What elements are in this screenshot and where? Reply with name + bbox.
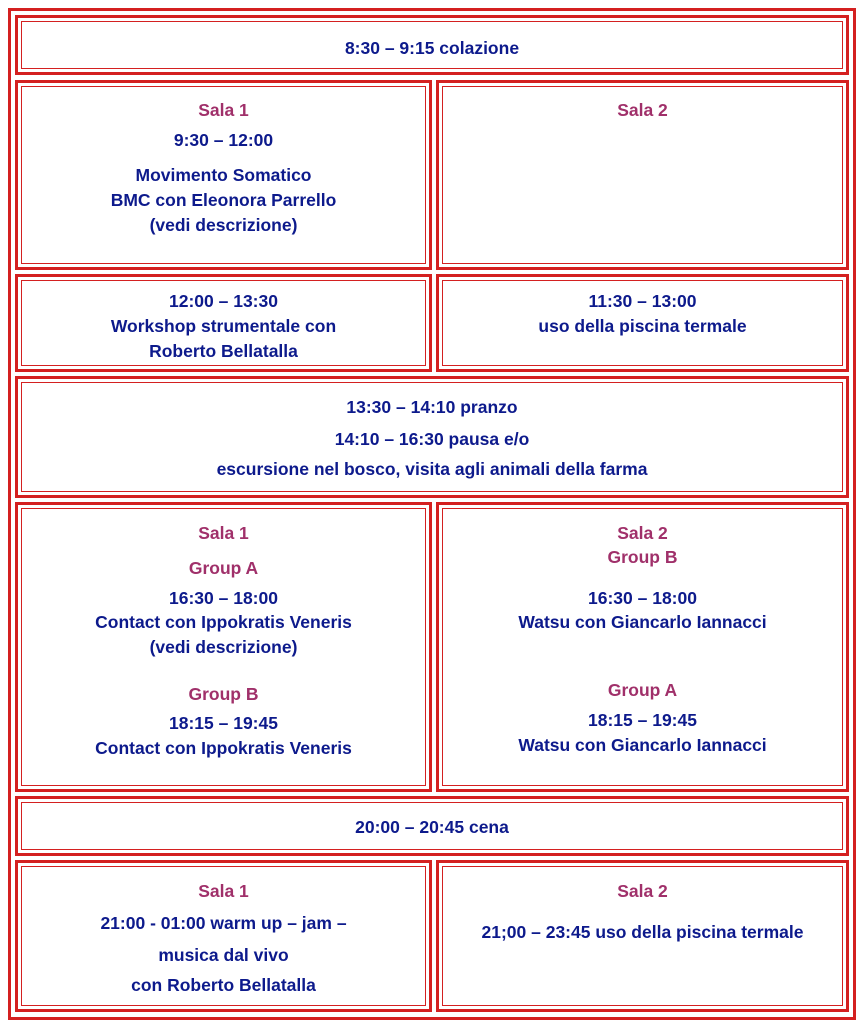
session-title: uso della piscina termale [538,316,747,336]
session-time: 16:30 – 18:00 [588,588,697,608]
session-note: (vedi descrizione) [149,215,298,235]
group-label: Group A [188,558,259,578]
session-time: 21:00 - 01:00 warm up – jam – [100,913,347,933]
session-title: Movimento Somatico [135,165,312,185]
breakfast-cell [15,15,849,75]
morning-sala2-cell [436,80,849,270]
session-time: 11:30 – 13:00 [588,291,697,311]
session-time: 18:15 – 19:45 [588,710,697,730]
lunch-time: 13:30 – 14:10 pranzo [346,397,518,417]
session-teacher: Roberto Bellatalla [149,341,298,361]
session-title: Contact con Ippokratis Veneris [95,738,352,758]
room-label: Sala 2 [617,881,668,901]
break-time: 14:10 – 16:30 pausa e/o [334,429,530,449]
session-title: Workshop strumentale con [110,316,337,336]
morning-sala1-cell [15,80,432,270]
evening-sala2-cell [436,860,849,1012]
room-label: Sala 1 [198,881,249,901]
room-label: Sala 1 [198,523,249,543]
group-label: Group B [607,547,678,567]
afternoon-sala1-cell [15,502,432,792]
session-title: Watsu con Giancarlo Iannacci [518,612,767,632]
group-label: Group A [607,680,678,700]
session-teacher: BMC con Eleonora Parrello [110,190,337,210]
room-label: Sala 1 [198,100,249,120]
midday-left-cell [15,274,432,372]
room-label: Sala 2 [617,100,668,120]
lunch-cell [15,376,849,498]
dinner-cell [15,796,849,856]
session-title: musica dal vivo [158,945,289,965]
dinner-text: 20:00 – 20:45 cena [355,817,509,837]
session-time: 12:00 – 13:30 [169,291,278,311]
session-time: 9:30 – 12:00 [173,130,274,150]
afternoon-sala2-cell [436,502,849,792]
session-title: Watsu con Giancarlo Iannacci [518,735,767,755]
room-label: Sala 2 [617,523,668,543]
session-title: Contact con Ippokratis Veneris [95,612,352,632]
excursion-text: escursione nel bosco, visita agli animali della farma [216,459,648,479]
session-teacher: con Roberto Bellatalla [131,975,316,995]
session-time: 18:15 – 19:45 [169,713,278,733]
session-time: 16:30 – 18:00 [169,588,278,608]
session-time: 21;00 – 23:45 uso della piscina termale [481,922,804,942]
evening-sala1-cell [15,860,432,1012]
session-note: (vedi descrizione) [149,637,298,657]
group-label: Group B [188,684,259,704]
breakfast-text: 8:30 – 9:15 colazione [344,38,520,58]
midday-right-cell [436,274,849,372]
